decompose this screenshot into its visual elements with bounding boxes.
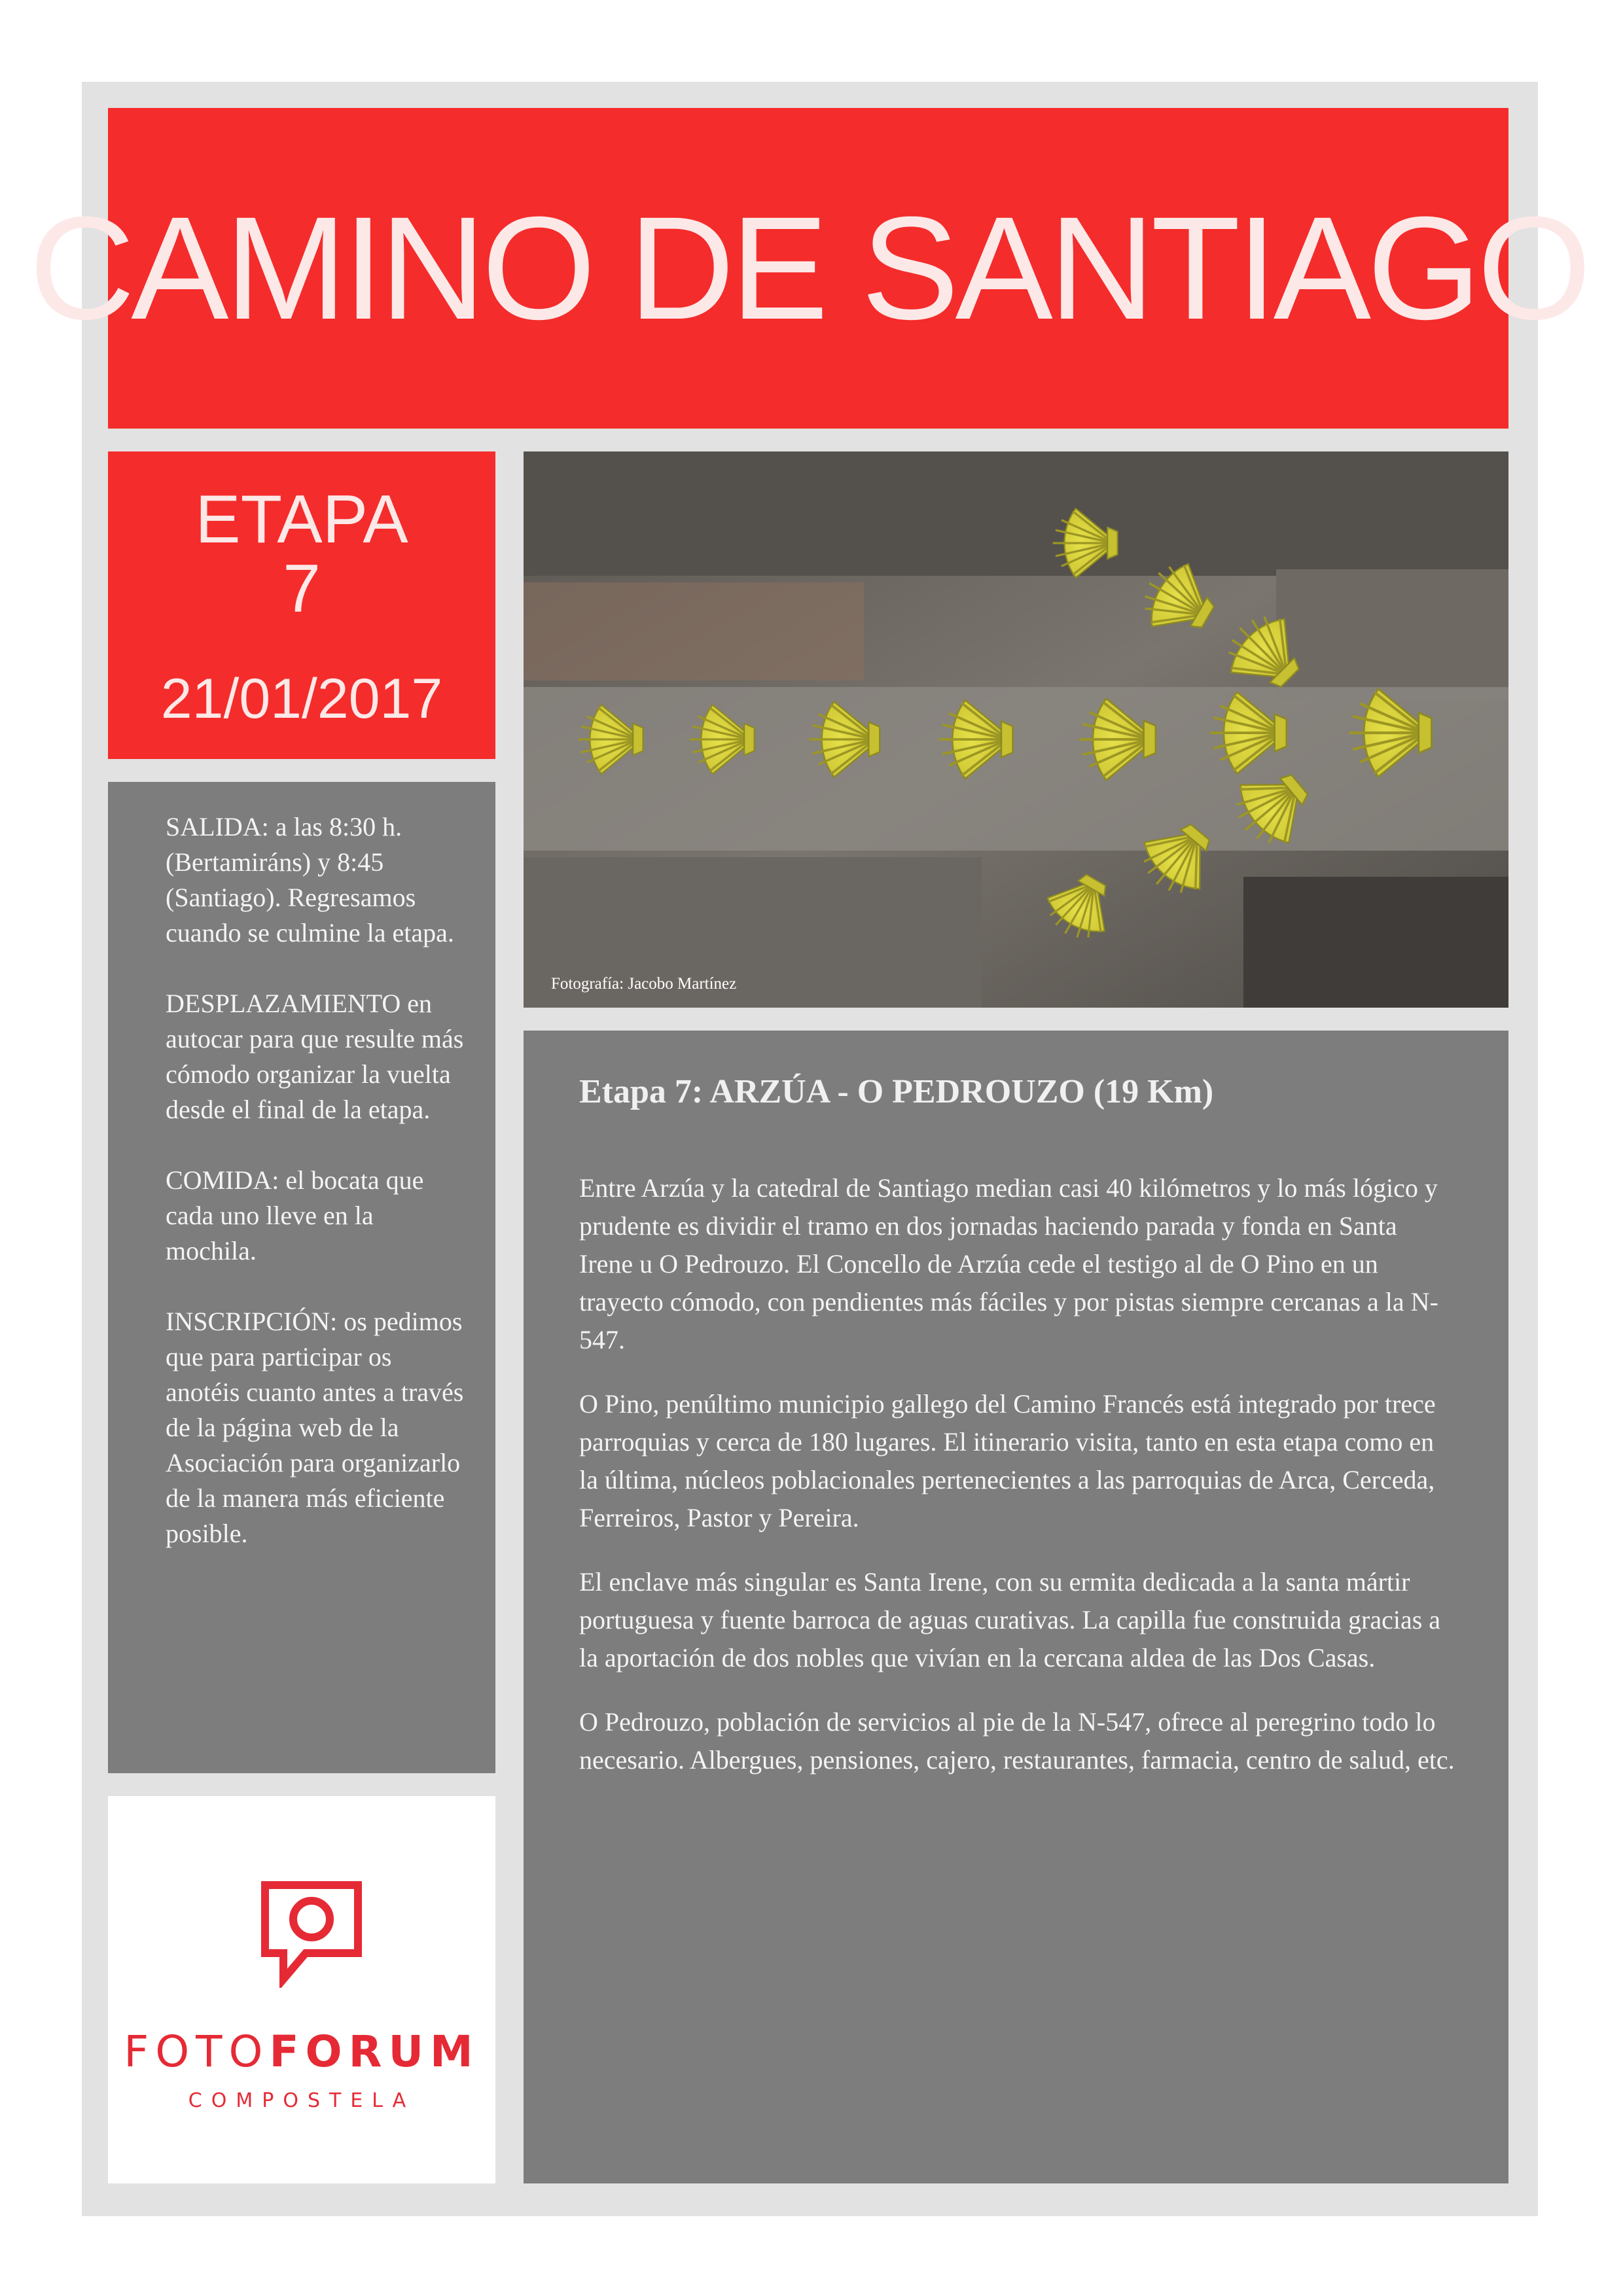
page-title: CAMINO DE SANTIAGO [29, 186, 1588, 350]
article-paragraph: O Pedrouzo, población de servicios al pie de la N-547, ofrece al peregrino todo lo necesario. Albergues, pensiones, cajero, restaurantes, farmacia, centro de salud, etc. [579, 1707, 1455, 1775]
logo-subtitle: COMPOSTELA [188, 2089, 416, 2112]
header-banner [29, 108, 1588, 429]
stage-number: 7 [283, 551, 321, 627]
logo-word-foto: FOTO [124, 2026, 270, 2077]
logo-box [108, 1796, 495, 2183]
stone-block [524, 582, 864, 680]
article-panel [524, 1031, 1508, 2183]
logo-wordmark [108, 2026, 495, 2077]
article-paragraph: El enclave más singular es Santa Irene, con su ermita dedicada a la santa mártir portuguesa y fuente barroca de aguas curativas. La capilla fue construida gracias a la aportación de dos nobles que vivían en la cercana aldea de las Dos Casas. [579, 1567, 1441, 1672]
mortar-band [524, 687, 1508, 851]
article-paragraph: O Pino, penúltimo municipio gallego del Camino Francés está integrado por trece parroquias y cerca de 180 lugares. El itinerario visita, tanto en esta etapa como en la última, núcleos poblacionales pertenecientes a las parroquias de Arca, Cerceda, Ferreiros, Pastor y Pereira. [579, 1389, 1436, 1532]
article-paragraph: Entre Arzúa y la catedral de Santiago median casi 40 kilómetros y lo más lógico y prudente es dividir el tramo en dos jornadas haciendo parada y fonda en Santa Irene u O Pedrouzo. El Concello de Arzúa cede el testigo al de O Pino en un trayecto cómodo, con pendientes más fáciles y por pistas siempre cercanas a la N-547. [579, 1173, 1438, 1354]
info-panel [108, 782, 495, 1773]
logo-word-forum: FORUM [269, 2026, 480, 2077]
speech-bubble-icon [259, 1880, 365, 1988]
info-transport: DESPLAZAMIENTO en autocar para que resulte más cómodo organizar la vuelta desde el final de la etapa. [166, 989, 464, 1124]
scallop-shells-photo [524, 451, 1508, 1008]
stage-box [108, 451, 495, 759]
article-title: Etapa 7: ARZÚA - O PEDROUZO (19 Km) [579, 1073, 1214, 1110]
photo-credit: Fotografía: Jacobo Martínez [551, 975, 737, 993]
stone-block-right [1276, 569, 1508, 700]
info-food: COMIDA: el bocata que cada uno lleve en la mochila. [166, 1165, 424, 1265]
stage-label: ETAPA [195, 482, 408, 557]
dark-stone [1243, 877, 1508, 1008]
info-registration: INSCRIPCIÓN: os pedimos que para participar os anotéis cuanto antes a través de la página web de la Asociación para organizarlo de la manera más eficiente posible. [166, 1307, 464, 1548]
info-departure: SALIDA: a las 8:30 h. (Bertamiráns) y 8:45 (Santiago). Regresamos cuando se culmine la etapa. [166, 812, 454, 947]
stone-row-top [524, 451, 1508, 576]
photo-illustration [524, 451, 1508, 1008]
stage-date: 21/01/2017 [160, 667, 443, 730]
